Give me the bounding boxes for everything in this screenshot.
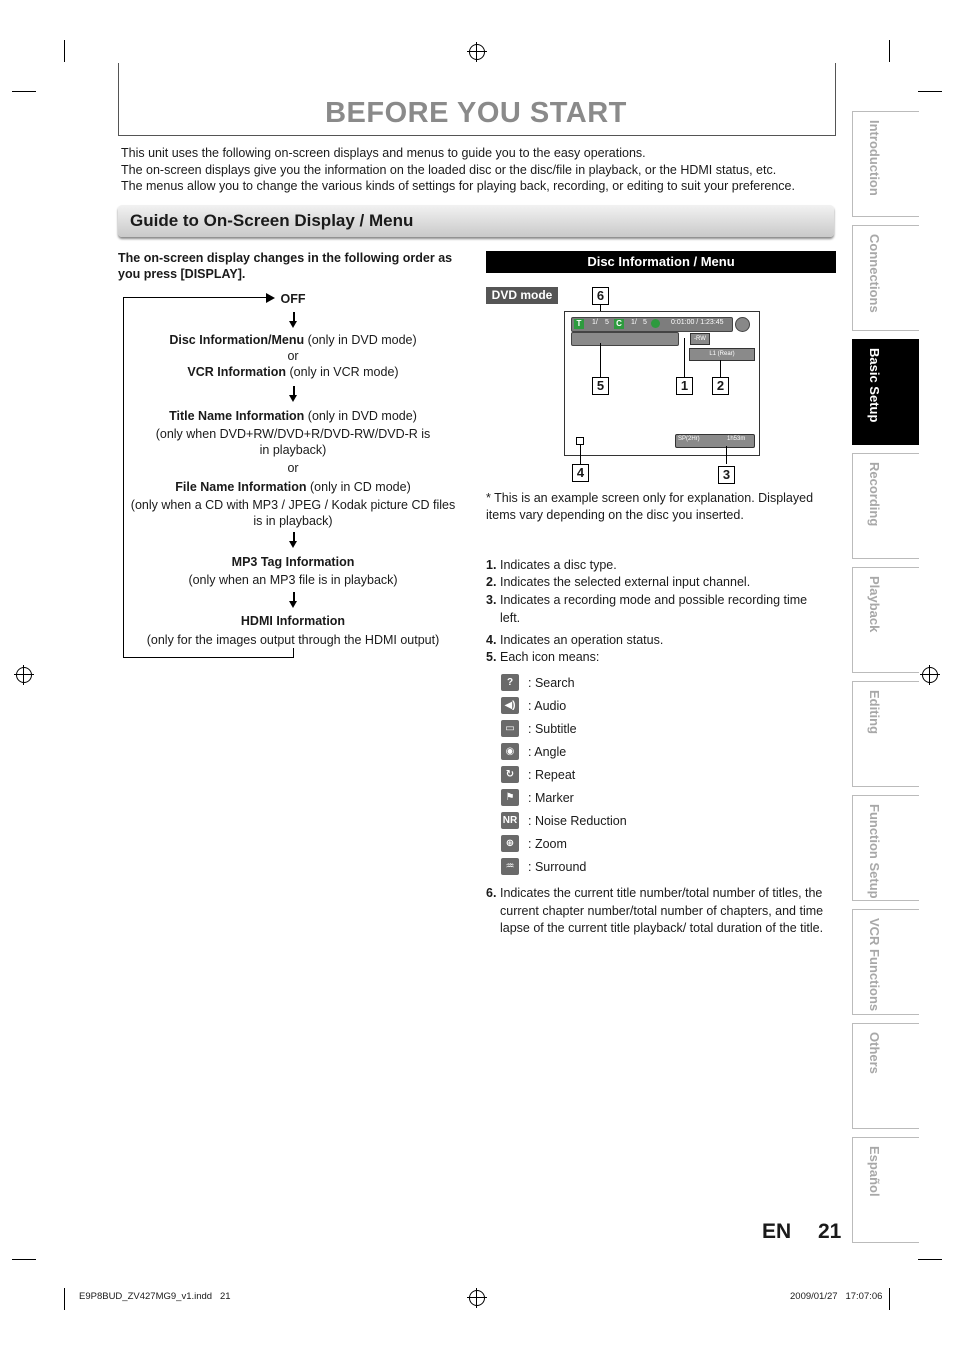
flow-or: or bbox=[287, 461, 299, 475]
item-text: Indicates the selected external input channel. bbox=[500, 575, 751, 589]
footer-timestamp: 2009/01/27 17:07:06 bbox=[790, 1291, 883, 1302]
tab-basic-setup[interactable] bbox=[852, 339, 919, 445]
callout-line bbox=[726, 446, 727, 464]
icon-label: : Subtitle bbox=[528, 722, 577, 736]
icon-label: : Angle bbox=[528, 745, 567, 759]
flow-step-vcr-info bbox=[130, 364, 456, 380]
subtitle-icon: ▭ bbox=[501, 720, 519, 737]
step-qualifier: (only in CD mode) bbox=[306, 480, 411, 494]
step-qualifier: (only in DVD mode) bbox=[304, 333, 417, 347]
step-title: HDMI Information bbox=[240, 614, 346, 628]
step-title: Title Name Information bbox=[169, 409, 305, 423]
flow-lead: The on-screen display changes in the following order as you press [DISPLAY]. bbox=[118, 251, 453, 281]
callout-line bbox=[600, 343, 601, 378]
clock-icon bbox=[651, 319, 660, 328]
input-channel-badge: L1 (Rear) bbox=[689, 348, 755, 361]
tab-function-setup[interactable] bbox=[852, 795, 919, 901]
crop-mark bbox=[889, 1288, 890, 1310]
loop-line bbox=[123, 657, 294, 658]
flow-step-file-name bbox=[130, 479, 456, 495]
flow-or: or bbox=[287, 349, 299, 363]
crop-mark bbox=[918, 91, 942, 92]
step-title: Disc Information/Menu bbox=[169, 333, 305, 347]
callout-3: 3 bbox=[718, 466, 735, 484]
item-number: 4. bbox=[486, 633, 497, 647]
list-item bbox=[486, 557, 826, 575]
chapter-indicator-icon: C bbox=[614, 319, 624, 329]
tab-others[interactable] bbox=[852, 1023, 919, 1129]
tab-espanol[interactable] bbox=[852, 1137, 919, 1243]
osd-icon-bar bbox=[571, 332, 679, 346]
item-number: 2. bbox=[486, 575, 497, 589]
tab-introduction[interactable] bbox=[852, 111, 919, 217]
step-title: VCR Information bbox=[187, 365, 287, 379]
audio-icon: ◀) bbox=[501, 697, 519, 714]
surround-icon: ♒ bbox=[501, 858, 519, 875]
disc-status-icon bbox=[735, 317, 750, 332]
time-readout: 0:01:00 / 1:23:45 bbox=[671, 319, 724, 326]
icon-label: : Audio bbox=[528, 699, 567, 713]
list-item bbox=[486, 885, 826, 938]
intro-line: This unit uses the following on-screen displays and menus to guide you to the easy operations. bbox=[121, 146, 646, 160]
step-note: (only for the images output through the HDMI output) bbox=[146, 633, 440, 647]
list-item bbox=[486, 649, 826, 667]
loop-line bbox=[293, 648, 294, 658]
crop-mark bbox=[12, 91, 36, 92]
crop-mark bbox=[64, 1288, 65, 1310]
dvd-mode-badge: DVD mode bbox=[486, 287, 558, 304]
callout-5: 5 bbox=[592, 377, 609, 395]
tab-playback[interactable] bbox=[852, 567, 919, 673]
page-number: 21 bbox=[818, 1220, 842, 1243]
marker-icon: ⚑ bbox=[501, 789, 519, 806]
tab-connections[interactable] bbox=[852, 225, 919, 331]
flow-step-hdmi bbox=[130, 613, 456, 629]
callout-1: 1 bbox=[676, 377, 693, 395]
callout-2: 2 bbox=[712, 377, 729, 395]
title-total: 5 bbox=[605, 319, 609, 326]
flow-step-mp3-tag bbox=[130, 554, 456, 570]
item-text: Indicates a disc type. bbox=[500, 558, 617, 572]
registration-mark bbox=[469, 1290, 485, 1306]
icon-label: : Search bbox=[528, 676, 575, 690]
chapter-number: 1/ bbox=[631, 319, 637, 326]
tab-label: VCR Functions bbox=[867, 918, 882, 1012]
crop-mark bbox=[64, 40, 65, 62]
step-note: (only when a CD with MP3 / JPEG / Kodak picture CD files is in playback) bbox=[130, 498, 456, 528]
crop-mark bbox=[889, 40, 890, 62]
off-label: OFF bbox=[280, 292, 306, 306]
item-number: 3. bbox=[486, 593, 497, 607]
intro-line: The on-screen displays give you the information on the loaded disc or the disc/file in playback, or the HDMI status, etc. bbox=[121, 162, 777, 177]
title-indicator-icon: T bbox=[574, 319, 584, 329]
intro-paragraph bbox=[121, 145, 833, 195]
item-number: 1. bbox=[486, 558, 497, 572]
tab-label: Function Setup bbox=[867, 804, 882, 899]
language-code: EN bbox=[762, 1220, 792, 1243]
item-number: 5. bbox=[486, 650, 497, 664]
step-note: (only when DVD+RW/DVD+R/DVD-RW/DVD-R is in playback) bbox=[155, 427, 431, 457]
disc-type-badge: -RW bbox=[690, 333, 710, 345]
item-text: Indicates an operation status. bbox=[500, 633, 664, 647]
step-title: MP3 Tag Information bbox=[231, 555, 355, 569]
disc-info-header: Disc Information / Menu bbox=[486, 251, 836, 273]
rec-time-left: 1h53m bbox=[727, 436, 746, 442]
step-note: (only when an MP3 file is in playback) bbox=[188, 573, 398, 587]
tab-label: Connections bbox=[867, 234, 882, 313]
callout-4: 4 bbox=[572, 464, 589, 482]
noise-reduction-icon: NR bbox=[501, 812, 519, 829]
registration-mark bbox=[469, 44, 485, 60]
loop-line bbox=[123, 297, 124, 658]
example-footnote: * This is an example screen only for explanation. Displayed items vary depending on the disc you inserted. bbox=[486, 491, 814, 522]
step-title: File Name Information bbox=[175, 480, 307, 494]
title-number: 1/ bbox=[592, 319, 598, 326]
tab-label: Others bbox=[867, 1032, 882, 1074]
callout-line bbox=[684, 338, 685, 377]
angle-icon: ◉ bbox=[501, 743, 519, 760]
flow-step-disc-info bbox=[130, 332, 456, 348]
item-number: 6. bbox=[486, 886, 497, 900]
tab-recording[interactable] bbox=[852, 453, 919, 559]
callout-6: 6 bbox=[592, 287, 609, 305]
tab-label: Playback bbox=[867, 576, 882, 633]
tab-label: Español bbox=[867, 1146, 882, 1197]
callout-line bbox=[580, 444, 581, 464]
registration-mark bbox=[16, 667, 32, 683]
repeat-icon: ↻ bbox=[501, 766, 519, 783]
flow-off bbox=[130, 291, 456, 307]
icon-label: : Repeat bbox=[528, 768, 576, 782]
footer-file: E9P8BUD_ZV427MG9_v1.indd 21 bbox=[79, 1291, 231, 1302]
list-item bbox=[486, 592, 826, 627]
item-text: Indicates a recording mode and possible recording time left. bbox=[500, 593, 808, 625]
list-item bbox=[486, 632, 826, 650]
item-text: Indicates the current title number/total number of titles, the current chapter number/total number of chapters, and time lapse of the current title playback/ total duration of the title. bbox=[500, 886, 824, 935]
tab-vcr-functions[interactable] bbox=[852, 909, 919, 1015]
rec-mode: SP(2Hr) bbox=[678, 436, 700, 442]
intro-line: The menus allow you to change the various kinds of settings for playing back, recording, or editing to suit your preference. bbox=[121, 179, 795, 193]
crop-mark bbox=[918, 1259, 942, 1260]
tab-label: Editing bbox=[867, 690, 882, 735]
flow-step-title-name bbox=[130, 408, 456, 424]
tab-editing[interactable] bbox=[852, 681, 919, 787]
step-qualifier: (only in VCR mode) bbox=[286, 365, 399, 379]
tab-label: Recording bbox=[867, 462, 882, 527]
chapter-total: 5 bbox=[643, 319, 647, 326]
search-icon: ? bbox=[501, 674, 519, 691]
icon-label: : Marker bbox=[528, 791, 574, 805]
icon-label: : Zoom bbox=[528, 837, 567, 851]
zoom-icon: ⊕ bbox=[501, 835, 519, 852]
list-item bbox=[486, 574, 826, 592]
section-title: Guide to On-Screen Display / Menu bbox=[130, 211, 414, 230]
tab-label: Basic Setup bbox=[867, 348, 882, 423]
tab-label: Introduction bbox=[867, 120, 882, 196]
icon-label: : Noise Reduction bbox=[528, 814, 627, 828]
item-text: Each icon means: bbox=[500, 650, 600, 664]
page-title: BEFORE YOU START bbox=[325, 97, 627, 129]
registration-mark bbox=[922, 667, 938, 683]
icon-label: : Surround bbox=[528, 860, 587, 874]
crop-mark bbox=[12, 1259, 36, 1260]
callout-line bbox=[720, 360, 721, 377]
step-qualifier: (only in DVD mode) bbox=[304, 409, 417, 423]
